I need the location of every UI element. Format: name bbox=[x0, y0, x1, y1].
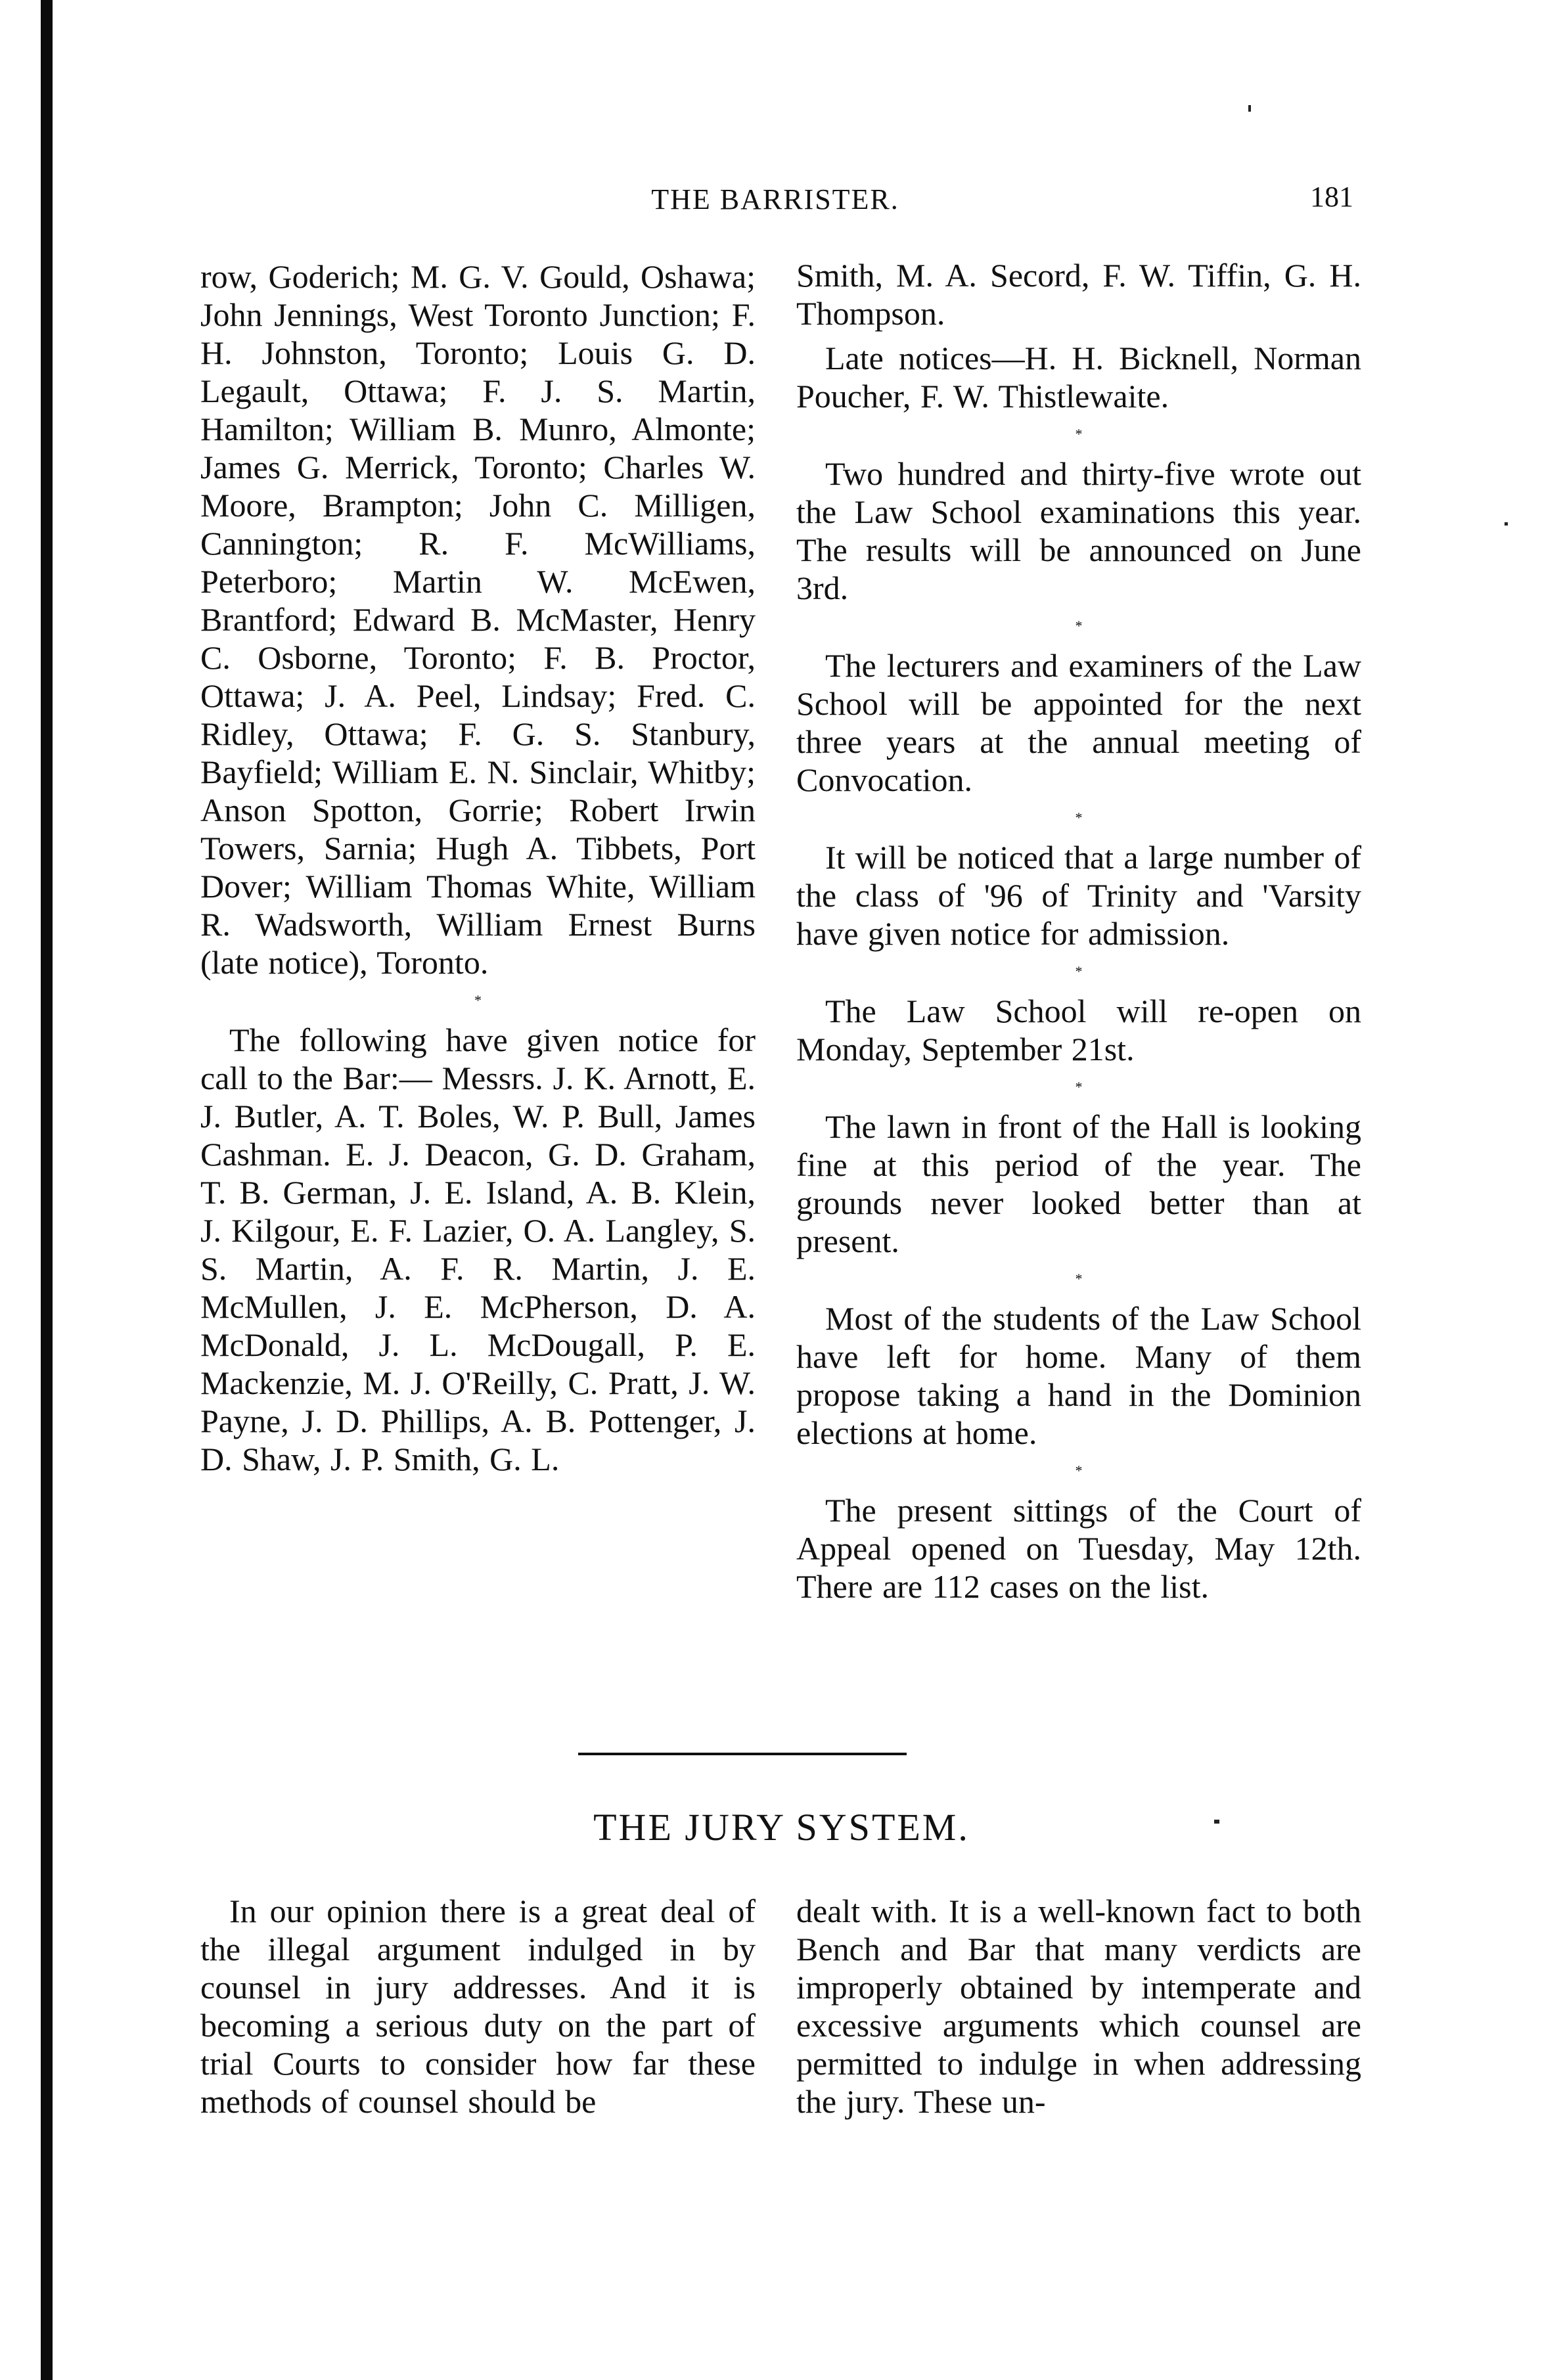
scan-speck bbox=[1214, 1820, 1219, 1824]
paragraph-separator-asterisk: * bbox=[1075, 426, 1083, 442]
jury-paragraph-continued: dealt with. It is a well-known fact to both Bench and Bar that many verdicts are improperly obtained by intemperate and excessive arguments which counsel are permitted to indulge in when addressing the jury. These un- bbox=[796, 1893, 1361, 2120]
page-header bbox=[197, 176, 1353, 229]
paragraph-separator-asterisk: * bbox=[1075, 1079, 1083, 1095]
scan-left-margin-bar bbox=[41, 0, 53, 2380]
scan-speck bbox=[1505, 522, 1508, 526]
scan-speck bbox=[1248, 105, 1251, 112]
lawn-paragraph: The lawn in front of the Hall is looking fine at this period of the year. The grounds never looked better than at present. bbox=[796, 1108, 1361, 1259]
section-divider-rule bbox=[578, 1753, 907, 1755]
paragraph-separator-asterisk: * bbox=[1075, 1462, 1083, 1479]
section-title: THE JURY SYSTEM. bbox=[593, 1806, 970, 1849]
paragraph-separator-asterisk: * bbox=[1075, 617, 1083, 634]
call-to-bar-paragraph: The following have given notice for call to the Bar:— Messrs. J. K. Arnott, E. J. Butler, A. T. Boles, W. P. Bull, James Cashman. E. J. Deacon, G. D. Graham, T. B. German, J. E. Island, A. B. Klein, J. Kilgour, E. F. Lazier, O. A. Langley, S. S. Martin, A. F. R. Martin, J. E. McMullen, J. E. McPherson, D. A. McDonald, J. L. McDougall, P. E. Mackenzie, M. J. O'Reilly, C. Pratt, J. W. Payne, J. D. Phillips, A. B. Pottenger, J. D. Shaw, J. P. Smith, G. L. bbox=[200, 1022, 756, 1477]
jury-left-column bbox=[200, 1892, 756, 2121]
paragraph-separator-asterisk: * bbox=[1075, 1270, 1083, 1287]
reopen-paragraph: The Law School will re-open on Monday, September 21st. bbox=[796, 993, 1361, 1067]
examinations-paragraph: Two hundred and thirty-five wrote out the Law School examinations this year. The results will be announced on June 3rd. bbox=[796, 455, 1361, 606]
page-number: 181 bbox=[1310, 181, 1353, 213]
left-column bbox=[200, 258, 756, 1485]
admission-notice-paragraph: It will be noticed that a large number of the class of '96 of Trinity and 'Varsity have given notice for admission. bbox=[796, 839, 1361, 952]
paragraph-separator-asterisk: * bbox=[474, 992, 482, 1008]
names-continued-paragraph: Smith, M. A. Secord, F. W. Tiffin, G. H. Thompson. bbox=[796, 257, 1361, 332]
students-paragraph: Most of the students of the Law School have left for home. Many of them propose taking a hand in the Dominion elections at home. bbox=[796, 1300, 1361, 1451]
paragraph-separator-asterisk: * bbox=[1075, 963, 1083, 979]
late-notices-paragraph: Late notices—H. H. Bicknell, Norman Poucher, F. W. Thistlewaite. bbox=[796, 340, 1361, 415]
right-column bbox=[796, 256, 1361, 1612]
lecturers-paragraph: The lecturers and examiners of the Law School will be appointed for the next three years at the annual meeting of Convocation. bbox=[796, 647, 1361, 798]
paragraph-separator-asterisk: * bbox=[1075, 809, 1083, 826]
jury-right-column bbox=[796, 1892, 1361, 2121]
court-of-appeal-paragraph: The present sittings of the Court of Appeal opened on Tuesday, May 12th. There are 112 cases on the list. bbox=[796, 1492, 1361, 1605]
names-list-paragraph: row, Goderich; M. G. V. Gould, Oshawa; John Jennings, West Toronto Junction; F. H. Johnston, Toronto; Louis G. D. Legault, Ottawa; F. J. S. Martin, Hamilton; William B. Munro, Almonte; James G. Merrick, Toronto; Charles W. Moore, Brampton; John C. Milligen, Cannington; R. F. McWilliams, Peterboro; Martin W. McEwen, Brantford; Edward B. McMaster, Henry C. Osborne, Toronto; F. B. Proctor, Ottawa; J. A. Peel, Lindsay; Fred. C. Ridley, Ottawa; F. G. S. Stanbury, Bayfield; William E. N. Sinclair, Whitby; Anson Spotton, Gorrie; Robert Irwin Towers, Sarnia; Hugh A. Tibbets, Port Dover; William Thomas White, William R. Wadsworth, William Ernest Burns (late notice), Toronto. bbox=[200, 258, 756, 981]
jury-paragraph-start: In our opinion there is a great deal of the illegal argument indulged in by counsel in jury addresses. And it is becoming a serious duty on the part of trial Courts to consider how far these methods of counsel should be bbox=[200, 1893, 756, 2120]
running-title: THE BARRISTER. bbox=[651, 183, 899, 215]
